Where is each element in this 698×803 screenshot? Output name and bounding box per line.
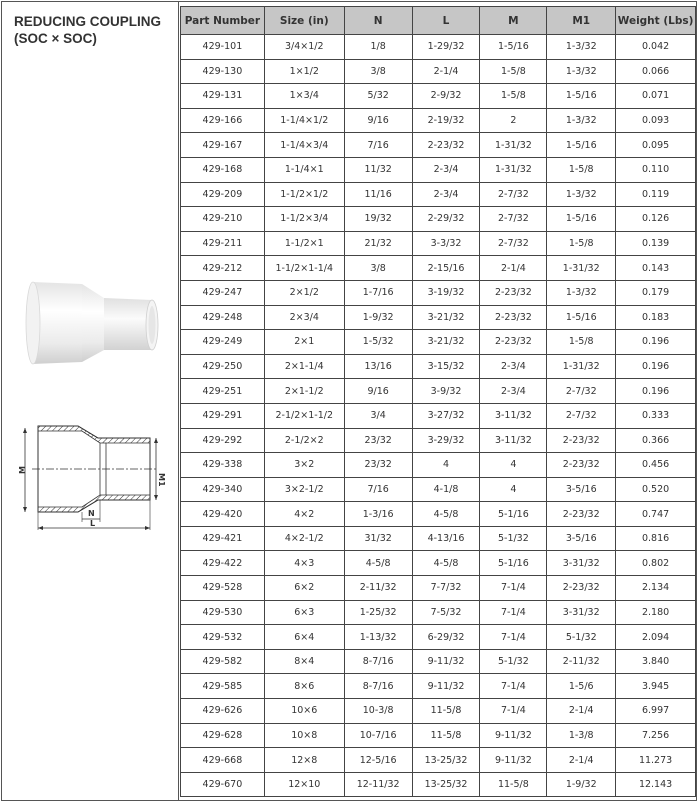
cell-part-number: 429-421 (181, 526, 265, 551)
cell-weight: 11.273 (616, 748, 696, 773)
cell-size: 6×4 (264, 625, 344, 650)
cell-part-number: 429-251 (181, 379, 265, 404)
cell-m: 2-3/4 (480, 354, 547, 379)
cell-m1: 1-31/32 (547, 256, 616, 281)
cell-m: 4 (480, 453, 547, 478)
cell-m: 2-23/32 (480, 305, 547, 330)
table-row (181, 772, 696, 797)
cell-m: 9-11/32 (480, 723, 547, 748)
cell-size: 1×1/2 (264, 59, 344, 84)
cell-m: 2-3/4 (480, 379, 547, 404)
cell-size: 10×8 (264, 723, 344, 748)
cell-l: 2-29/32 (412, 207, 480, 232)
spec-sheet (1, 1, 697, 801)
cell-n: 1-13/32 (344, 625, 412, 650)
cell-size: 1-1/4×1/2 (264, 108, 344, 133)
cell-m1: 1-5/16 (547, 133, 616, 158)
cell-l: 9-11/32 (412, 649, 480, 674)
cell-size: 8×6 (264, 674, 344, 699)
cell-size: 1-1/2×1 (264, 231, 344, 256)
cell-m1: 1-3/8 (547, 723, 616, 748)
table-row (181, 84, 696, 109)
cell-size: 1-1/2×1-1/4 (264, 256, 344, 281)
cell-m1: 3-31/32 (547, 551, 616, 576)
cell-weight: 0.196 (616, 354, 696, 379)
cell-part-number: 429-528 (181, 576, 265, 601)
header-m: M (480, 7, 547, 35)
dimension-drawing (16, 416, 166, 536)
cell-weight: 12.143 (616, 772, 696, 797)
header-weight: Weight (Lbs) (616, 7, 696, 35)
cell-part-number: 429-101 (181, 35, 265, 60)
cell-l: 6-29/32 (412, 625, 480, 650)
cell-size: 2×3/4 (264, 305, 344, 330)
cell-size: 1-1/2×3/4 (264, 207, 344, 232)
cell-size: 1-1/2×1/2 (264, 182, 344, 207)
table-row (181, 108, 696, 133)
header-n: N (344, 7, 412, 35)
header-m1: M1 (547, 7, 616, 35)
cell-l: 11-5/8 (412, 723, 480, 748)
cell-m1: 2-23/32 (547, 453, 616, 478)
cell-m1: 1-3/32 (547, 35, 616, 60)
cell-l: 2-23/32 (412, 133, 480, 158)
cell-n: 5/32 (344, 84, 412, 109)
cell-size: 12×10 (264, 772, 344, 797)
cell-m: 1-5/16 (480, 35, 547, 60)
cell-weight: 2.094 (616, 625, 696, 650)
cell-part-number: 429-210 (181, 207, 265, 232)
table-row (181, 35, 696, 60)
table-row (181, 576, 696, 601)
table-row (181, 453, 696, 478)
cell-l: 4-5/8 (412, 551, 480, 576)
cell-m1: 1-3/32 (547, 59, 616, 84)
cell-m: 3-11/32 (480, 428, 547, 453)
cell-weight: 0.126 (616, 207, 696, 232)
cell-l: 2-1/4 (412, 59, 480, 84)
cell-m: 5-1/32 (480, 649, 547, 674)
table-row (181, 305, 696, 330)
table-row (181, 649, 696, 674)
cell-l: 13-25/32 (412, 772, 480, 797)
dim-label-n: N (88, 509, 95, 518)
table-row (181, 379, 696, 404)
table-header-row (181, 7, 696, 35)
product-photo (24, 270, 164, 375)
cell-size: 4×3 (264, 551, 344, 576)
cell-m: 7-1/4 (480, 576, 547, 601)
cell-l: 3-15/32 (412, 354, 480, 379)
cell-l: 9-11/32 (412, 674, 480, 699)
cell-weight: 0.366 (616, 428, 696, 453)
cell-m1: 2-23/32 (547, 428, 616, 453)
cell-part-number: 429-211 (181, 231, 265, 256)
cell-weight: 0.071 (616, 84, 696, 109)
cell-m: 11-5/8 (480, 772, 547, 797)
cell-m1: 1-3/32 (547, 108, 616, 133)
cell-part-number: 429-628 (181, 723, 265, 748)
cell-size: 2×1-1/4 (264, 354, 344, 379)
table-row (181, 477, 696, 502)
cell-weight: 0.520 (616, 477, 696, 502)
table-row (181, 699, 696, 724)
cell-part-number: 429-249 (181, 330, 265, 355)
dim-label-m1: M1 (157, 473, 166, 487)
cell-n: 4-5/8 (344, 551, 412, 576)
cell-size: 3/4×1/2 (264, 35, 344, 60)
cell-size: 6×2 (264, 576, 344, 601)
cell-l: 2-3/4 (412, 182, 480, 207)
cell-l: 2-19/32 (412, 108, 480, 133)
cell-weight: 0.066 (616, 59, 696, 84)
cell-part-number: 429-532 (181, 625, 265, 650)
cell-size: 1-1/4×3/4 (264, 133, 344, 158)
cell-part-number: 429-292 (181, 428, 265, 453)
cell-n: 9/16 (344, 108, 412, 133)
table-row (181, 551, 696, 576)
product-panel (2, 2, 179, 800)
cell-part-number: 429-209 (181, 182, 265, 207)
cell-part-number: 429-670 (181, 772, 265, 797)
cell-n: 11/32 (344, 157, 412, 182)
cell-weight: 2.180 (616, 600, 696, 625)
cell-weight: 0.119 (616, 182, 696, 207)
cell-m1: 3-31/32 (547, 600, 616, 625)
cell-part-number: 429-582 (181, 649, 265, 674)
cell-m: 5-1/32 (480, 526, 547, 551)
cell-m: 7-1/4 (480, 674, 547, 699)
cell-weight: 0.747 (616, 502, 696, 527)
cell-l: 3-9/32 (412, 379, 480, 404)
cell-size: 12×8 (264, 748, 344, 773)
cell-size: 4×2 (264, 502, 344, 527)
table-row (181, 403, 696, 428)
cell-m1: 1-5/8 (547, 231, 616, 256)
cell-l: 7-5/32 (412, 600, 480, 625)
cell-m: 7-1/4 (480, 600, 547, 625)
cell-n: 12-11/32 (344, 772, 412, 797)
header-l: L (412, 7, 480, 35)
cell-size: 10×6 (264, 699, 344, 724)
cell-m: 3-11/32 (480, 403, 547, 428)
cell-n: 1/8 (344, 35, 412, 60)
cell-l: 3-27/32 (412, 403, 480, 428)
cell-part-number: 429-248 (181, 305, 265, 330)
cell-m: 2-7/32 (480, 207, 547, 232)
cell-n: 8-7/16 (344, 649, 412, 674)
cell-l: 2-15/16 (412, 256, 480, 281)
cell-n: 10-7/16 (344, 723, 412, 748)
cell-m1: 1-5/6 (547, 674, 616, 699)
cell-part-number: 429-212 (181, 256, 265, 281)
cell-size: 1-1/4×1 (264, 157, 344, 182)
cell-weight: 0.095 (616, 133, 696, 158)
table-row (181, 748, 696, 773)
cell-m1: 1-3/32 (547, 182, 616, 207)
cell-weight: 7.256 (616, 723, 696, 748)
cell-part-number: 429-168 (181, 157, 265, 182)
cell-m: 7-1/4 (480, 625, 547, 650)
cell-weight: 0.196 (616, 379, 696, 404)
cell-m1: 1-31/32 (547, 354, 616, 379)
cell-part-number: 429-250 (181, 354, 265, 379)
cell-size: 4×2-1/2 (264, 526, 344, 551)
cell-l: 3-21/32 (412, 305, 480, 330)
table-row (181, 59, 696, 84)
table-row (181, 133, 696, 158)
cell-n: 8-7/16 (344, 674, 412, 699)
cell-weight: 0.042 (616, 35, 696, 60)
cell-n: 3/8 (344, 59, 412, 84)
cell-m: 2-7/32 (480, 231, 547, 256)
cell-part-number: 429-626 (181, 699, 265, 724)
cell-n: 3/8 (344, 256, 412, 281)
cell-part-number: 429-340 (181, 477, 265, 502)
cell-part-number: 429-420 (181, 502, 265, 527)
cell-part-number: 429-167 (181, 133, 265, 158)
cell-size: 8×4 (264, 649, 344, 674)
cell-weight: 0.816 (616, 526, 696, 551)
cell-weight: 3.945 (616, 674, 696, 699)
cell-m1: 2-7/32 (547, 379, 616, 404)
cell-part-number: 429-247 (181, 280, 265, 305)
table-row (181, 600, 696, 625)
cell-n: 12-5/16 (344, 748, 412, 773)
cell-weight: 3.840 (616, 649, 696, 674)
cell-m: 2-7/32 (480, 182, 547, 207)
cell-weight: 0.333 (616, 403, 696, 428)
cell-m: 9-11/32 (480, 748, 547, 773)
cell-weight: 0.196 (616, 330, 696, 355)
cell-m: 2-23/32 (480, 330, 547, 355)
cell-m1: 5-1/32 (547, 625, 616, 650)
cell-m: 2 (480, 108, 547, 133)
cell-n: 11/16 (344, 182, 412, 207)
cell-m: 2-23/32 (480, 280, 547, 305)
table-body (181, 35, 696, 797)
cell-m1: 1-5/8 (547, 330, 616, 355)
cell-l: 4 (412, 453, 480, 478)
cell-size: 2×1/2 (264, 280, 344, 305)
table-row (181, 280, 696, 305)
table-row (181, 256, 696, 281)
cell-size: 2-1/2×1-1/2 (264, 403, 344, 428)
cell-weight: 0.110 (616, 157, 696, 182)
cell-part-number: 429-668 (181, 748, 265, 773)
cell-n: 1-3/16 (344, 502, 412, 527)
cell-weight: 0.179 (616, 280, 696, 305)
cell-m: 1-31/32 (480, 133, 547, 158)
cell-part-number: 429-585 (181, 674, 265, 699)
cell-m1: 3-5/16 (547, 477, 616, 502)
cell-n: 7/16 (344, 133, 412, 158)
table-row (181, 207, 696, 232)
cell-n: 1-9/32 (344, 305, 412, 330)
table-row (181, 674, 696, 699)
cell-n: 10-3/8 (344, 699, 412, 724)
cell-part-number: 429-530 (181, 600, 265, 625)
product-title-line2: (SOC × SOC) (14, 31, 97, 46)
dimensions-table (180, 6, 696, 797)
cell-n: 1-5/32 (344, 330, 412, 355)
cell-l: 4-1/8 (412, 477, 480, 502)
cell-n: 21/32 (344, 231, 412, 256)
cell-part-number: 429-131 (181, 84, 265, 109)
cell-m1: 1-5/16 (547, 305, 616, 330)
cell-m: 5-1/16 (480, 551, 547, 576)
cell-n: 23/32 (344, 453, 412, 478)
table-row (181, 157, 696, 182)
cell-n: 31/32 (344, 526, 412, 551)
cell-weight: 0.802 (616, 551, 696, 576)
cell-size: 3×2 (264, 453, 344, 478)
cell-m1: 2-23/32 (547, 502, 616, 527)
table-row (181, 354, 696, 379)
cell-m: 4 (480, 477, 547, 502)
cell-part-number: 429-338 (181, 453, 265, 478)
cell-l: 7-7/32 (412, 576, 480, 601)
header-size: Size (in) (264, 7, 344, 35)
cell-weight: 0.139 (616, 231, 696, 256)
cell-n: 2-11/32 (344, 576, 412, 601)
cell-size: 2-1/2×2 (264, 428, 344, 453)
cell-weight: 6.997 (616, 699, 696, 724)
cell-n: 7/16 (344, 477, 412, 502)
cell-l: 2-3/4 (412, 157, 480, 182)
cell-n: 23/32 (344, 428, 412, 453)
cell-size: 6×3 (264, 600, 344, 625)
cell-n: 13/16 (344, 354, 412, 379)
cell-weight: 0.093 (616, 108, 696, 133)
table-row (181, 231, 696, 256)
cell-m1: 1-3/32 (547, 280, 616, 305)
cell-size: 2×1-1/2 (264, 379, 344, 404)
cell-size: 1×3/4 (264, 84, 344, 109)
cell-m1: 2-1/4 (547, 699, 616, 724)
cell-m1: 2-23/32 (547, 576, 616, 601)
cell-l: 3-29/32 (412, 428, 480, 453)
cell-l: 11-5/8 (412, 699, 480, 724)
cell-n: 9/16 (344, 379, 412, 404)
table-row (181, 330, 696, 355)
cell-m: 1-5/8 (480, 59, 547, 84)
cell-m: 1-5/8 (480, 84, 547, 109)
cell-weight: 0.456 (616, 453, 696, 478)
cell-n: 1-25/32 (344, 600, 412, 625)
table-row (181, 502, 696, 527)
cell-weight: 0.183 (616, 305, 696, 330)
table-row (181, 723, 696, 748)
cell-n: 19/32 (344, 207, 412, 232)
cell-part-number: 429-291 (181, 403, 265, 428)
cell-l: 3-19/32 (412, 280, 480, 305)
cell-m1: 1-5/8 (547, 157, 616, 182)
cell-m: 5-1/16 (480, 502, 547, 527)
cell-n: 1-7/16 (344, 280, 412, 305)
table-row (181, 526, 696, 551)
cell-l: 13-25/32 (412, 748, 480, 773)
table-row (181, 625, 696, 650)
cell-m1: 2-1/4 (547, 748, 616, 773)
cell-m1: 1-9/32 (547, 772, 616, 797)
cell-l: 1-29/32 (412, 35, 480, 60)
cell-part-number: 429-166 (181, 108, 265, 133)
cell-l: 3-21/32 (412, 330, 480, 355)
cell-m1: 3-5/16 (547, 526, 616, 551)
cell-m1: 1-5/16 (547, 207, 616, 232)
table-row (181, 182, 696, 207)
cell-n: 3/4 (344, 403, 412, 428)
cell-l: 4-13/16 (412, 526, 480, 551)
cell-m: 2-1/4 (480, 256, 547, 281)
cell-size: 2×1 (264, 330, 344, 355)
cell-m1: 2-11/32 (547, 649, 616, 674)
table-row (181, 428, 696, 453)
cell-m: 7-1/4 (480, 699, 547, 724)
header-part-number: Part Number (181, 7, 265, 35)
cell-weight: 2.134 (616, 576, 696, 601)
cell-l: 3-3/32 (412, 231, 480, 256)
dim-label-m: M (18, 466, 27, 474)
product-title (14, 13, 161, 47)
cell-size: 3×2-1/2 (264, 477, 344, 502)
dim-label-l: L (90, 519, 96, 528)
cell-part-number: 429-130 (181, 59, 265, 84)
cell-part-number: 429-422 (181, 551, 265, 576)
cell-m1: 2-7/32 (547, 403, 616, 428)
product-title-line1: REDUCING COUPLING (14, 14, 162, 29)
cell-m: 1-31/32 (480, 157, 547, 182)
cell-l: 2-9/32 (412, 84, 480, 109)
cell-l: 4-5/8 (412, 502, 480, 527)
cell-weight: 0.143 (616, 256, 696, 281)
cell-m1: 1-5/16 (547, 84, 616, 109)
